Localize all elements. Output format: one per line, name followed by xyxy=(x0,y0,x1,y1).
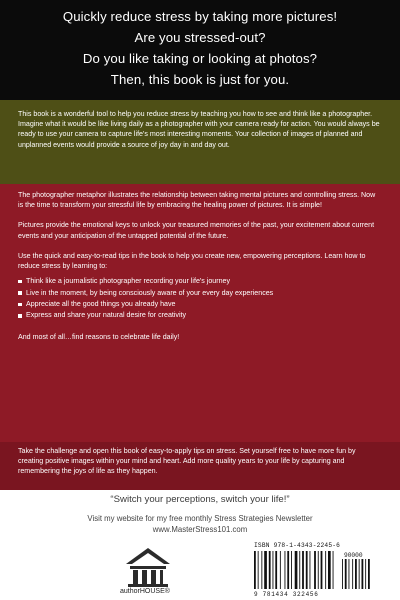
barcode-area xyxy=(250,543,374,590)
intro-band xyxy=(0,100,400,184)
bullet-item: Express and share your natural desire for creativity xyxy=(18,310,382,321)
bullet-item: Think like a journalistic photographer recording your life's journey xyxy=(18,276,382,287)
challenge-paragraph: Take the challenge and open this book of easy-to-apply tips on stress. Set yourself free to have more fun by creating positive images within your mind and heart. Add more quality years to your life by capturing and remembering the joys of life as they happen. xyxy=(18,447,356,476)
intro-paragraph: This book is a wonderful tool to help you reduce stress by teaching you how to see and think like a photographer. Imagine what it would be like living daily as a photographer with your camera ready for action. You would always be ready to use your camera to capture life's most interesting moments. Your collection of images of planned and unplanned events would provide a source of joy day in and day out. xyxy=(18,110,380,149)
bullet-item: Appreciate all the good things you already have xyxy=(18,299,382,310)
isbn-number: ISBN 978-1-4343-2245-6 xyxy=(254,542,341,549)
headline-1: Quickly reduce stress by taking more pictures! xyxy=(62,9,338,24)
website-url: www.MasterStress101.com xyxy=(152,524,248,534)
website-note xyxy=(0,514,400,535)
quote: “Switch your perceptions, switch your life!” xyxy=(110,494,290,505)
newsletter-line: Visit my website for my free monthly Stress Strategies Newsletter xyxy=(87,514,313,523)
headline-3: Do you like taking or looking at photos? xyxy=(82,51,318,66)
headline-4: Then, this book is just for you. xyxy=(110,72,290,87)
body-paragraph-2: Pictures provide the emotional keys to unlock your treasured memories of the past, your excitement about current events and your anticipation of the untapped potential of the future. xyxy=(18,221,375,240)
body-paragraph-4: And most of all…find reasons to celebrate life daily! xyxy=(18,332,180,341)
bullet-list xyxy=(0,276,400,322)
body-paragraph-1: The photographer metaphor illustrates the relationship between taking mental pictures and controlling stress. Now is the time to transform your stressful life by embracing the healing power of pictures. It is simple! xyxy=(18,191,376,210)
headline-2: Are you stressed-out? xyxy=(134,30,266,45)
isbn-barcode xyxy=(250,543,374,590)
authorhouse-logo-icon xyxy=(116,544,180,590)
price-code: 90000 xyxy=(344,552,363,559)
body-paragraph-3: Use the quick and easy-to-read tips in the book to help you create new, empowering perceptions. Learn how to reduce stress by learning to: xyxy=(18,251,366,271)
body-band xyxy=(0,184,400,442)
ean-number: 9 781434 322456 xyxy=(254,591,319,598)
challenge-band xyxy=(0,442,400,490)
footer xyxy=(0,490,400,600)
bullet-item: Live in the moment, by being consciously aware of your every day experiences xyxy=(18,288,382,299)
header-band xyxy=(0,0,400,100)
publisher-name: authorHOUSE® xyxy=(120,588,170,595)
